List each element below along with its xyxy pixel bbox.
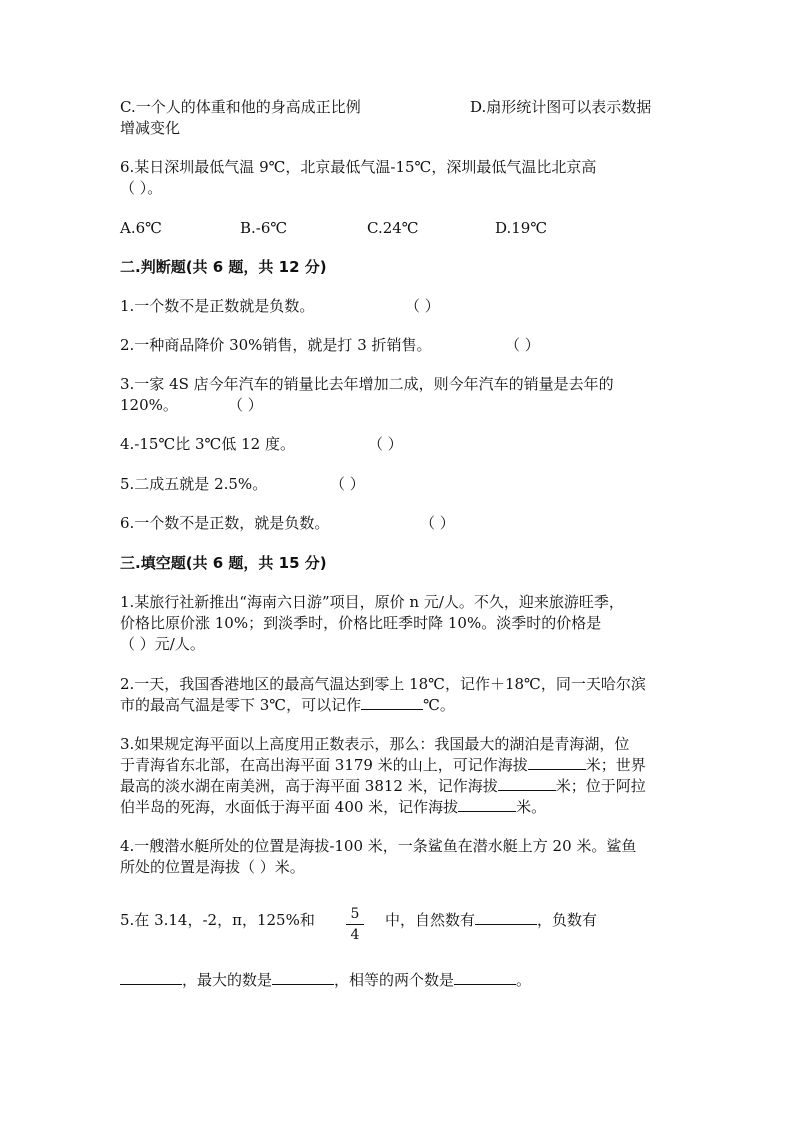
judge-item-6: 6.一个数不是正数，就是负数。 [120,514,330,532]
fill-q4-line2: 所处的位置是海拔（ ）米。 [120,858,305,876]
q6-option-b: B.-6℃ [240,219,288,237]
q5-option-d: D.扇形统计图可以表示数据 [470,98,652,116]
fill-q2-line2 [120,695,455,715]
q5-option-c: C.一个人的体重和他的身高成正比例 [120,98,361,116]
judge-item-4: 4.-15℃比 3℃低 12 度。 [120,435,295,453]
judge-item-5-paren: （ ） [330,475,365,493]
answer-blank[interactable] [120,970,182,985]
fill-q1-line1: 1.某旅行社新推出“海南六日游”项目，原价 n 元/人。不久，迎来旅游旺季， [120,593,624,611]
answer-blank[interactable] [498,776,556,791]
fill-q3-line1: 3.如果规定海平面以上高度用正数表示，那么：我国最大的湖泊是青海湖，位 [120,735,630,753]
judge-item-2: 2.一种商品降价 30%销售，就是打 3 折销售。 [120,336,432,354]
fraction-five-fourths [340,905,370,944]
fill-q5-text-d: ，最大的数是 [182,971,273,989]
fraction-bar [346,924,364,925]
fill-q2-line1: 2.一天，我国香港地区的最高气温达到零上 18℃，记作＋18℃，同一天哈尔滨 [120,675,646,693]
fill-q5-line2 [120,970,531,990]
fill-q3-text-a: 于青海省东北部，在高出海平面 3179 米的山上，可记作海拔 [120,756,528,774]
section2-title: 二.判断题(共 6 题，共 12 分) [120,258,327,276]
judge-item-1-paren: （ ） [405,297,440,315]
judge-item-3: 3.一家 4S 店今年汽车的销量比去年增加二成，则今年汽车的销量是去年的 [120,375,614,393]
fill-q3-text-c: 最高的淡水湖在南美洲，高于海平面 3812 米，记作海拔 [120,777,498,795]
fill-q3-line3 [120,776,646,796]
answer-blank[interactable] [454,970,516,985]
fill-q4-line1: 4.一艘潜水艇所处的位置是海拔-100 米，一条鲨鱼在潜水艇上方 20 米。鲨鱼 [120,837,637,855]
fill-q3-line2 [120,755,646,775]
fill-q2-unit: ℃。 [423,696,455,714]
q6-option-c: C.24℃ [367,219,419,237]
answer-blank[interactable] [272,970,334,985]
judge-item-5: 5.二成五就是 2.5%。 [120,475,268,493]
judge-item-1: 1.一个数不是正数就是负数。 [120,297,315,315]
judge-item-6-paren: （ ） [420,514,455,532]
fraction-denominator: 4 [350,927,360,943]
answer-blank[interactable] [361,695,423,710]
judge-item-4-paren: （ ） [368,435,403,453]
q6-option-a: A.6℃ [120,219,162,237]
q5-option-d-continued: 增减变化 [120,119,181,137]
fill-q3-text-b: 米；世界 [585,756,646,774]
fill-q5-text-f: 。 [516,971,532,989]
judge-item-3-paren: （ ） [228,396,263,414]
fill-q3-text-e: 伯半岛的死海，水面低于海平面 400 米，记作海拔 [120,798,459,816]
fill-q1-line2: 价格比原价涨 10%；到淡季时，价格比旺季时降 10%。淡季时的价格是 [120,614,602,632]
answer-blank[interactable] [458,797,516,812]
fill-q5-text-b: 中，自然数有 [385,911,476,929]
judge-item-3-line2: 120%。 [120,396,178,414]
q6-option-d: D.19℃ [495,219,548,237]
fill-q5-text-c: ，负数有 [537,911,598,929]
section3-title: 三.填空题(共 6 题，共 15 分) [120,554,327,572]
fill-q5-line1-rest [385,910,597,930]
fill-q2-text: 市的最高气温是零下 3℃，可以记作 [120,696,362,714]
fill-q3-text-f: 米。 [516,798,547,816]
fraction-numerator: 5 [350,906,360,922]
judge-item-2-paren: （ ） [505,336,540,354]
answer-blank[interactable] [475,910,537,925]
fill-q3-text-d: 米；位于阿拉 [555,777,646,795]
fill-q5-text-e: ，相等的两个数是 [334,971,455,989]
q6-stem: 6.某日深圳最低气温 9℃，北京最低气温-15℃，深圳最低气温比北京高 [120,158,597,176]
q6-answer-paren: （ ）。 [120,179,163,197]
answer-blank[interactable] [528,755,586,770]
fill-q3-line4 [120,797,546,817]
fill-q5-text-a: 5.在 3.14，-2，π，125%和 [120,911,315,929]
fill-q1-line3: （ ）元/人。 [120,635,205,653]
